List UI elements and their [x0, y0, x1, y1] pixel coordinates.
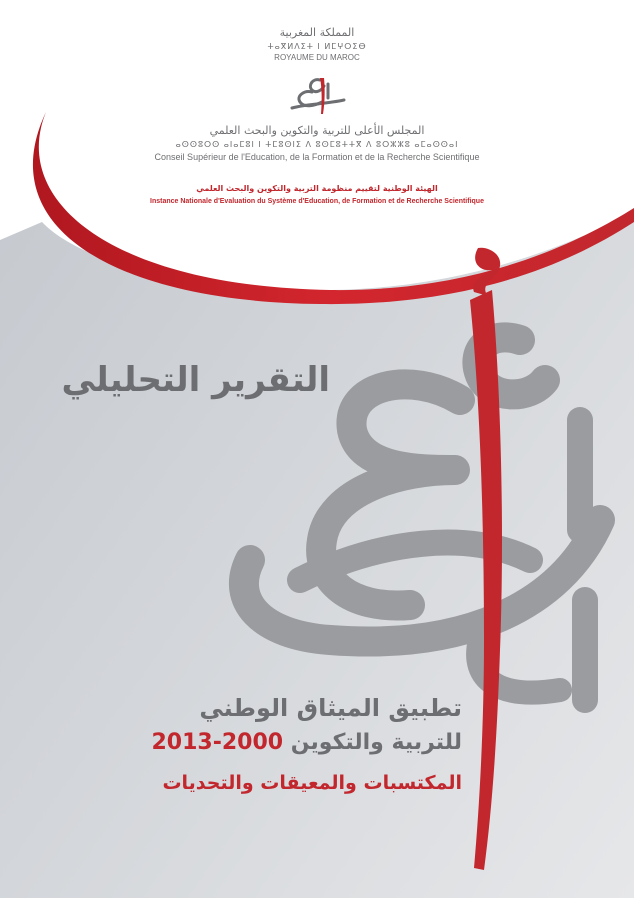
subtitle-line-1: تطبيق الميثاق الوطني: [199, 694, 462, 722]
kingdom-name-french: ROYAUME DU MAROC: [274, 53, 360, 62]
subtitle-years: 2013-2000: [151, 730, 284, 755]
report-title: التقرير التحليلي: [61, 360, 330, 400]
subtitle-line-2-text: للتربية والتكوين: [290, 730, 462, 755]
kingdom-name-tifinagh: ⵜⴰⴳⵍⴷⵉⵜ ⵏ ⵍⵎⵖⵔⵉⴱ: [267, 42, 367, 51]
subtitle-line-3: المكتسبات والمعيقات والتحديات: [162, 772, 462, 794]
kingdom-name-arabic: المملكة المغربية: [279, 26, 355, 39]
council-name-french: Conseil Supérieur de l'Education, de la Formation et de la Recherche Scientifique: [154, 152, 480, 162]
instance-name-arabic: الهيئة الوطنية لتقييم منظومة التربية والتكوين والبحث العلمي: [196, 184, 438, 193]
council-name-tifinagh: ⴰⵙⵙⵓⵔⵙ ⴰⵏⴰⵎⵓⵏ ⵏ ⵜⵎⵓⵙⵏⵉ ⴷ ⵓⵙⵎⵓⵜⵜⴳ ⴷ ⵓⵔⵣⵣⵓ ⴰⵎⴰⵙⵙⴰⵏ: [175, 140, 459, 149]
instance-name-french: Instance Nationale d'Evaluation du Système d'Education, de Formation et de Recherche Scientifique: [150, 198, 484, 205]
council-name-arabic: المجلس الأعلى للتربية والتكوين والبحث العلمي: [209, 124, 425, 137]
council-logo-icon: [282, 74, 352, 118]
subtitle-line-2: [151, 730, 462, 755]
